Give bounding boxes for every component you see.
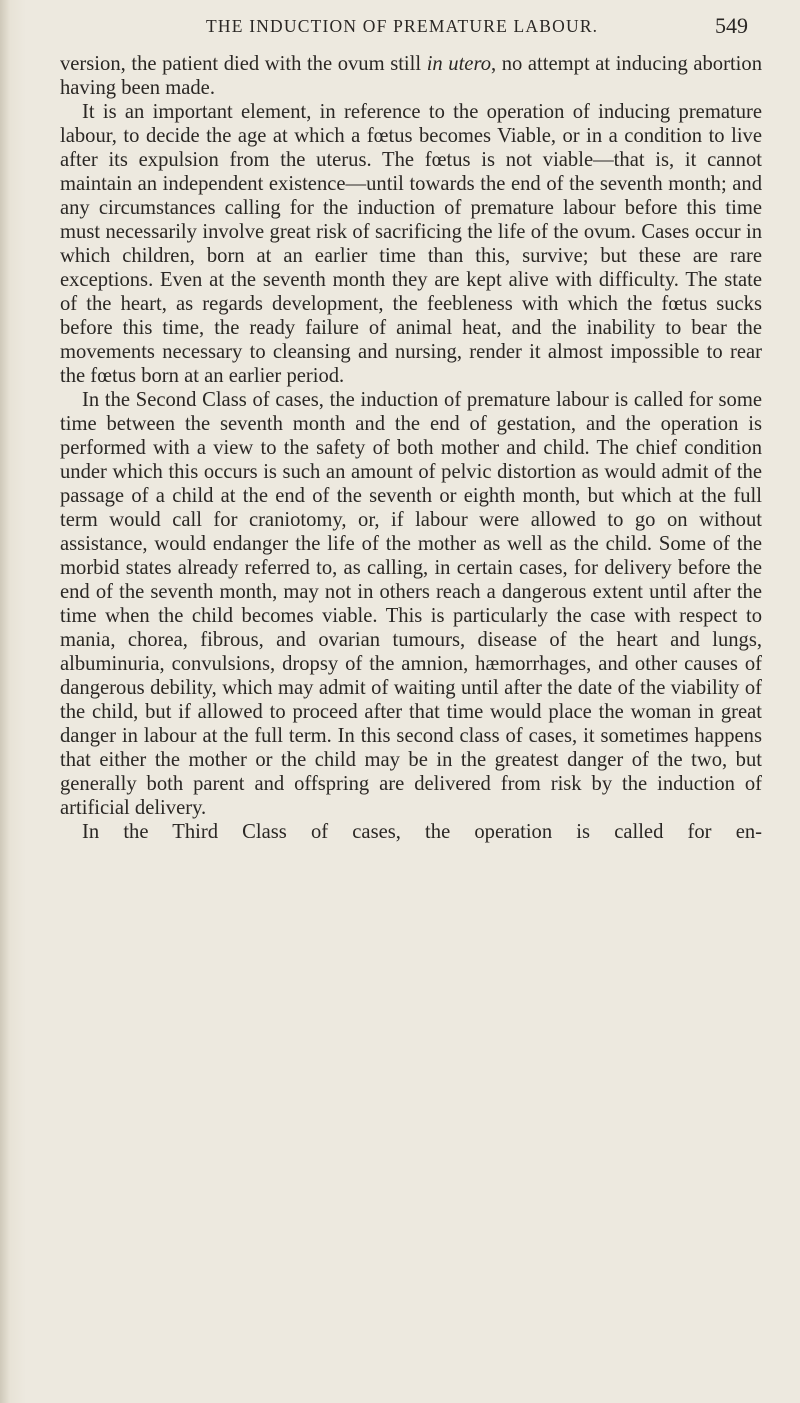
page-number: 549: [715, 13, 748, 38]
running-title: THE INDUCTION OF PREMATURE LABOUR.: [206, 16, 599, 36]
body-text: [60, 52, 762, 844]
paragraph-second-class: In the Second Class of cases, the induction of premature labour is called for some time between the seventh month and the end of gestation, and the operation is performed with a view to the safety of both mother and child. The chief condition under which this occurs is such an amount of pelvic distortion as would admit of the passage of a child at the end of the seventh or eighth month, but which at the full term would call for craniotomy, or, if labour were allowed to go on without assistance, would endanger the life of the mother as well as the child. Some of the morbid states already referred to, as calling, in certain cases, for delivery before the end of the seventh month, may not in others reach a dangerous extent until after the time when the child becomes viable. This is particularly the case with respect to mania, chorea, fibrous, and ovarian tumours, disease of the heart and lungs, albuminuria, convulsions, dropsy of the amnion, hæmorrhages, and other causes of dangerous debility, which may admit of waiting until after the date of the viability of the child, but if allowed to proceed after that time would place the woman in great danger in labour at the full term. In this second class of cases, it sometimes happens that either the mother or the child may be in the greatest danger of the two, but generally both parent and offspring are delivered from risk by the induction of artificial delivery.: [60, 389, 762, 819]
paragraph-third-class: In the Third Class of cases, the operation is called for en-: [82, 821, 762, 843]
paragraph-viability: It is an important element, in reference to the operation of inducing premature labour, to decide the age at which a fœtus becomes Viable, or in a condition to live after its expulsion from the uterus. The fœtus is not viable—that is, it cannot maintain an independent existence—until towards the end of the seventh month; and any circumstances calling for the induction of premature labour before this time must necessarily involve great risk of sacrificing the life of the ovum. Cases occur in which children, born at an earlier time than this, survive; but these are rare exceptions. Even at the seventh month they are kept alive with difficulty. The state of the heart, as regards development, the feebleness with which the fœtus sucks before this time, the ready failure of animal heat, and the inability to bear the movements necessary to cleansing and nursing, render it almost impossible to rear the fœtus born at an earlier period.: [60, 101, 762, 387]
italic-phrase: in utero: [426, 53, 491, 75]
page-header: [206, 13, 748, 46]
paragraph-text: version, the patient died with the ovum still: [60, 53, 427, 75]
paragraph-text: , no attempt at inducing abortion having been made.: [60, 53, 762, 99]
paragraph-continuation: [60, 52, 762, 100]
